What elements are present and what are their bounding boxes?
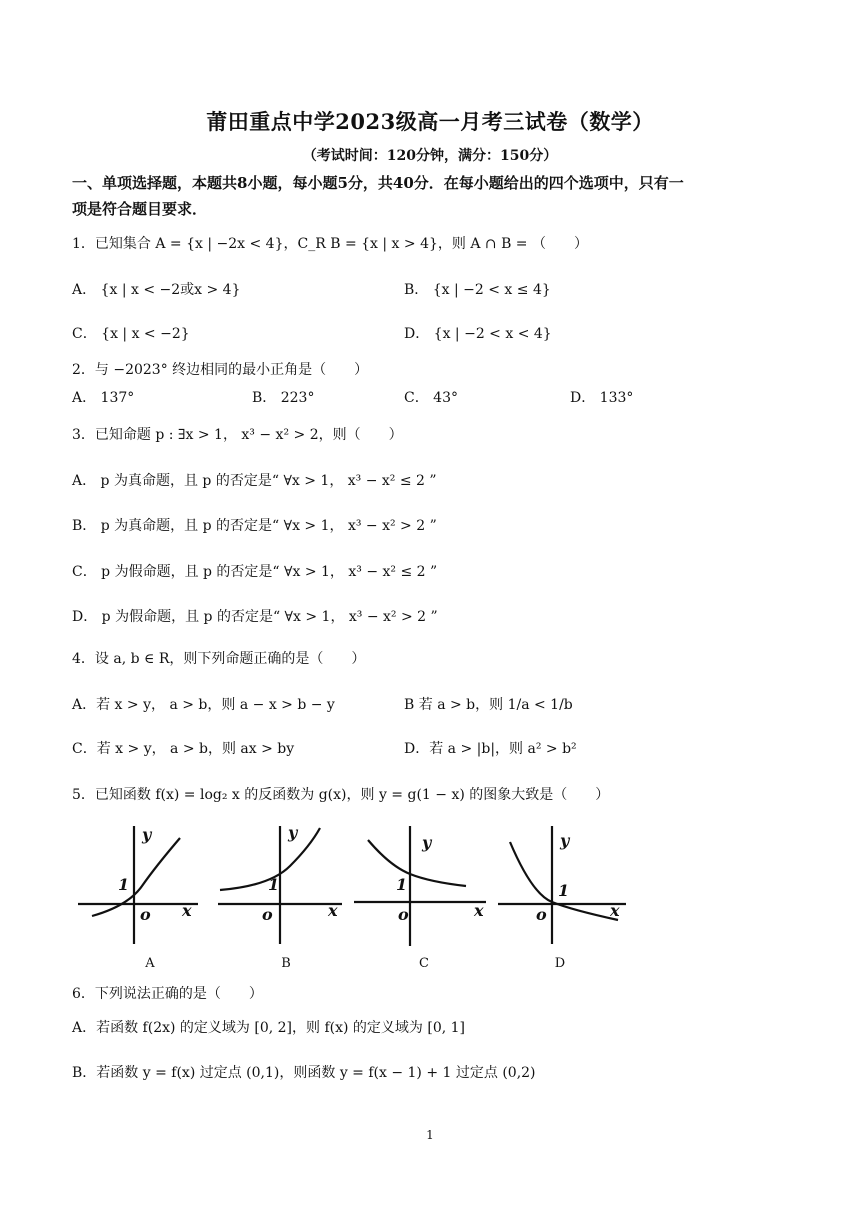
question-3-option-c: C． p 为假命题，且 p 的否定是“ ∀x > 1， x³ − x² ≤ 2 ” xyxy=(72,564,438,580)
graph-label-d: D xyxy=(554,956,566,971)
graph-a-origin-label: o xyxy=(140,905,151,924)
question-1-option-d: D． {x | −2 < x < 4} xyxy=(404,326,552,342)
graph-b-origin-label: o xyxy=(262,905,273,924)
page-title: 莆田重点中学2023级高一月考三试卷（数学） xyxy=(206,109,654,134)
graph-a-y-label: y xyxy=(142,825,152,844)
question-3-option-d: D． p 为假命题，且 p 的否定是“ ∀x > 1， x³ − x² > 2 ” xyxy=(72,609,438,625)
question-4-stem: 4．设 a, b ∈ R，则下列命题正确的是（ ） xyxy=(72,651,366,667)
question-3-option-b: B． p 为真命题，且 p 的否定是“ ∀x > 1， x³ − x² > 2 ” xyxy=(72,518,437,534)
question-4-option-c: C．若 x > y， a > b，则 ax > by xyxy=(72,741,295,757)
graph-c-one-label: 1 xyxy=(396,875,408,894)
graph-a xyxy=(78,826,198,944)
graph-c xyxy=(354,826,486,946)
question-2-option-a: A． 137° xyxy=(72,390,135,406)
graph-label-c: C xyxy=(419,956,429,971)
section-heading-line1: 一、单项选择题，本题共8小题，每小题5分，共40分．在每小题给出的四个选项中，只有一 xyxy=(72,174,684,192)
question-6-option-b: B．若函数 y = f(x) 过定点 (0,1)，则函数 y = f(x − 1) + 1 过定点 (0,2) xyxy=(72,1065,536,1081)
graph-label-a: A xyxy=(145,956,155,971)
graph-d-x-label: x xyxy=(610,901,620,920)
graph-d-origin-label: o xyxy=(536,905,547,924)
section-heading-line2: 项是符合题目要求． xyxy=(72,200,208,218)
graph-c-y-label: y xyxy=(422,833,432,852)
question-4-option-a: A．若 x > y， a > b，则 a − x > b − y xyxy=(72,697,335,713)
question-6-stem: 6．下列说法正确的是（ ） xyxy=(72,986,263,1002)
question-2-option-b: B． 223° xyxy=(252,390,315,406)
graph-b-y-label: y xyxy=(288,823,298,842)
graph-b-one-label: 1 xyxy=(268,875,280,894)
graph-d-y-label: y xyxy=(560,831,570,850)
question-1-option-c: C． {x | x < −2} xyxy=(72,326,190,342)
question-3-stem: 3．已知命题 p : ∃x > 1， x³ − x² > 2，则（ ） xyxy=(72,427,403,443)
graph-a-one-label: 1 xyxy=(118,875,130,894)
question-2-option-c: C． 43° xyxy=(404,390,458,406)
graph-c-x-label: x xyxy=(474,901,484,920)
question-4-option-b: B 若 a > b，则 1/a < 1/b xyxy=(404,697,573,713)
question-5-stem: 5．已知函数 f(x) = log₂ x 的反函数为 g(x)，则 y = g(1 − x) 的图象大致是（ ） xyxy=(72,787,610,803)
question-2-option-d: D． 133° xyxy=(570,390,634,406)
question-1-option-b: B． {x | −2 < x ≤ 4} xyxy=(404,282,551,298)
graph-label-b: B xyxy=(281,956,291,971)
graph-a-x-label: x xyxy=(182,901,192,920)
graph-b-x-label: x xyxy=(328,901,338,920)
page-number: 1 xyxy=(426,1128,434,1142)
graph-d-one-label: 1 xyxy=(558,881,570,900)
question-2-stem: 2．与 −2023° 终边相同的最小正角是（ ） xyxy=(72,362,369,378)
question-4-option-d: D．若 a > |b|，则 a² > b² xyxy=(404,741,577,757)
question-1-option-a: A． {x | x < −2或x > 4} xyxy=(72,282,241,298)
question-1-stem: 1．已知集合 A = {x | −2x < 4}，C_R B = {x | x > 4}，则 A ∩ B = （ ） xyxy=(72,236,588,252)
exam-info: （考试时间：120分钟，满分：150分） xyxy=(302,148,558,164)
graph-c-origin-label: o xyxy=(398,905,409,924)
graph-b xyxy=(218,826,342,944)
question-6-option-a: A．若函数 f(2x) 的定义域为 [0, 2]，则 f(x) 的定义域为 [0, 1] xyxy=(72,1020,465,1036)
question-3-option-a: A． p 为真命题，且 p 的否定是“ ∀x > 1， x³ − x² ≤ 2 ” xyxy=(72,473,437,489)
function-graphs-figure xyxy=(70,816,630,950)
